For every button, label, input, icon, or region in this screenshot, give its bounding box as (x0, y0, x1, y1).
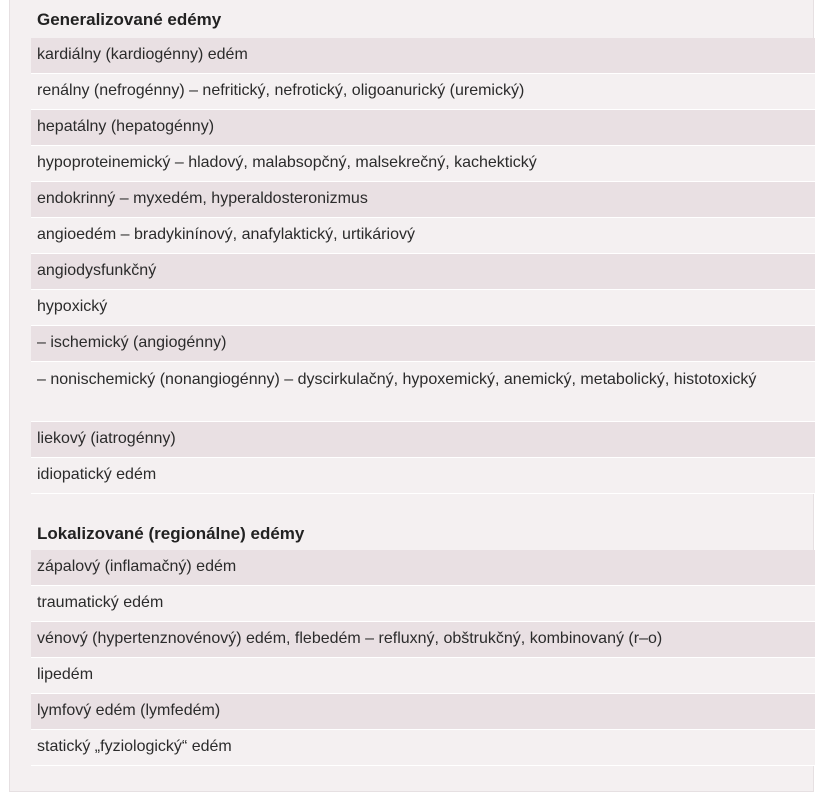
table-row: hypoproteinemický – hladový, malabsopčný, malsekrečný, kachektický (31, 146, 815, 182)
table-row: angioedém – bradykinínový, anafylaktický, urtikáriový (31, 218, 815, 254)
section-heading-localized: Lokalizované (regionálne) edémy (37, 524, 305, 543)
table-row: angiodysfunkčný (31, 254, 815, 290)
table-content (31, 0, 815, 766)
table-row: renálny (nefrogénny) – nefritický, nefrotický, oligoanurický (uremický) (31, 74, 815, 110)
table-row: endokrinný – myxedém, hyperaldosteronizmus (31, 182, 815, 218)
table-row: zápalový (inflamačný) edém (31, 550, 815, 586)
table-row: traumatický edém (31, 586, 815, 622)
table-row: statický „fyziologický“ edém (31, 730, 815, 766)
table-row: lipedém (31, 658, 815, 694)
section-heading-generalized: Generalizované edémy (37, 10, 222, 29)
table-row: hepatálny (hepatogénny) (31, 110, 815, 146)
table-row: idiopatický edém (31, 458, 815, 494)
table-row: – nonischemický (nonangiogénny) – dyscirkulačný, hypoxemický, anemický, metabolický, histotoxický (31, 362, 815, 422)
table-row: – ischemický (angiogénny) (31, 326, 815, 362)
table-row: hypoxický (31, 290, 815, 326)
table-row: lymfový edém (lymfedém) (31, 694, 815, 730)
table-row: vénový (hypertenznovénový) edém, flebedém – refluxný, obštrukčný, kombinovaný (r–o) (31, 622, 815, 658)
table-row: liekový (iatrogénny) (31, 422, 815, 458)
classification-table (9, 0, 814, 792)
table-row: kardiálny (kardiogénny) edém (31, 38, 815, 74)
